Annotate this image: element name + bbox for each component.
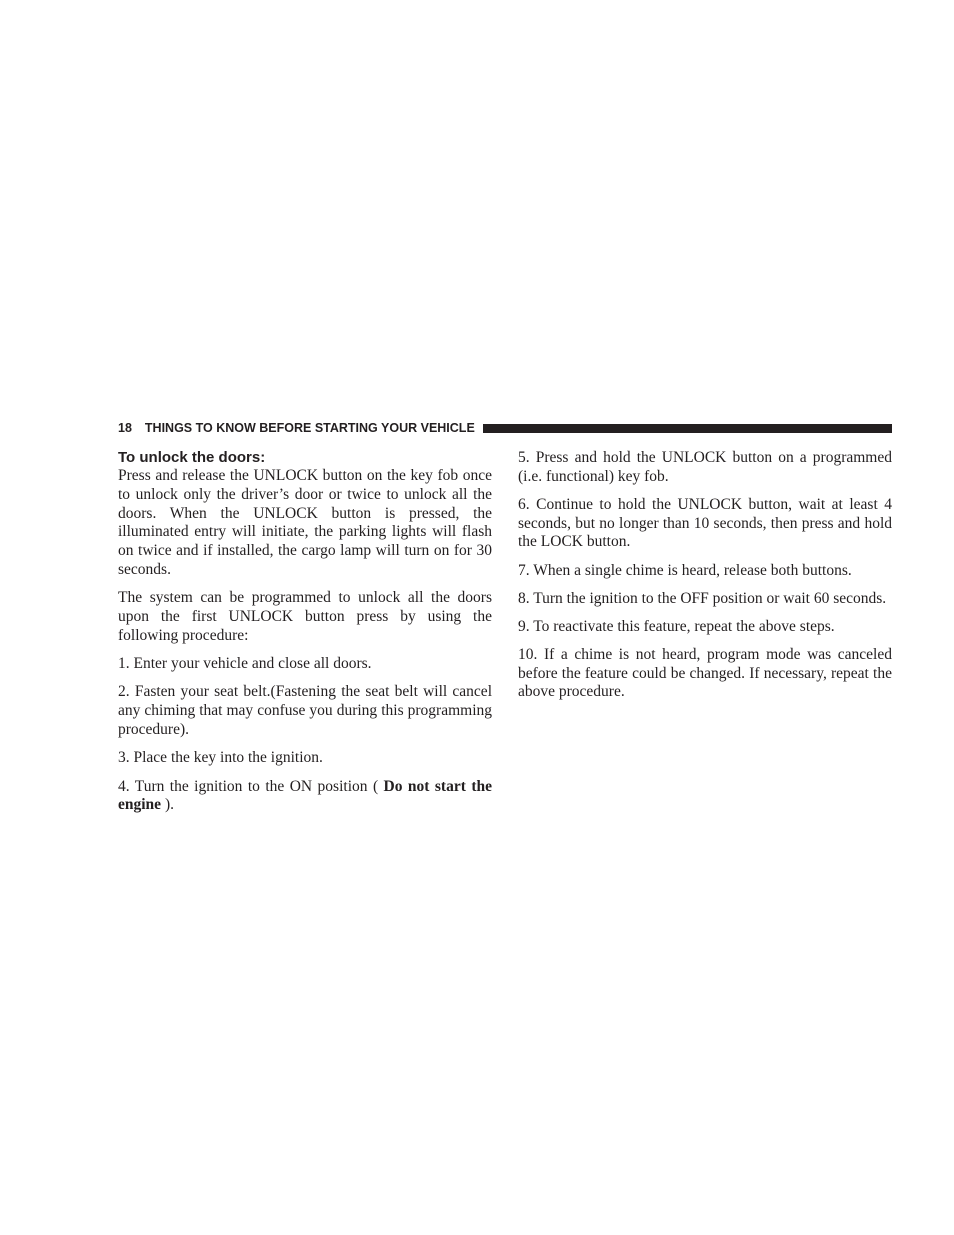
header-rule: [483, 424, 892, 433]
step-4-text: 4. Turn the ignition to the ON position (: [118, 777, 384, 795]
step-1: 1. Enter your vehicle and close all doors.: [118, 655, 372, 673]
right-column: [518, 449, 892, 712]
paragraph-programming-intro: The system can be programmed to unlock all the doors upon the first UNLOCK button press by using the following procedure:: [118, 589, 492, 644]
step-9: 9. To reactivate this feature, repeat the above steps.: [518, 617, 835, 635]
page-number: 18: [118, 421, 132, 435]
step-4: [118, 778, 492, 816]
step-4-warning: Do not start the engine: [118, 777, 492, 814]
step-6: 6. Continue to hold the UNLOCK button, wait at least 4 seconds, but no longer than 10 seconds, then press and hold the LOCK button.: [518, 495, 892, 551]
page-header: [118, 419, 892, 437]
paragraph-unlock-intro: Press and release the UNLOCK button on the key fob once to unlock only the driver’s door or twice to unlock all the doors. When the UNLOCK button is pressed, the illuminated entry will initiate, the parking lights will flash on twice and if installed, the cargo lamp will turn on for 30 seconds.: [118, 467, 492, 578]
step-3: 3. Place the key into the ignition.: [118, 749, 323, 767]
step-4-close: ).: [161, 796, 174, 814]
subheading-unlock-doors: To unlock the doors:: [118, 449, 266, 466]
left-column: [118, 449, 492, 825]
section-title: THINGS TO KNOW BEFORE STARTING YOUR VEHICLE: [144, 421, 475, 435]
step-8: 8. Turn the ignition to the OFF position or wait 60 seconds.: [518, 589, 887, 607]
step-2: 2. Fasten your seat belt.(Fastening the seat belt will cancel any chiming that may confuse you during this programming procedure).: [118, 683, 492, 739]
step-10: 10. If a chime is not heard, program mode was canceled before the feature could be changed. If necessary, repeat the above procedure.: [518, 645, 892, 701]
step-7: 7. When a single chime is heard, release both buttons.: [518, 561, 852, 579]
step-5: 5. Press and hold the UNLOCK button on a programmed (i.e. functional) key fob.: [518, 449, 892, 485]
